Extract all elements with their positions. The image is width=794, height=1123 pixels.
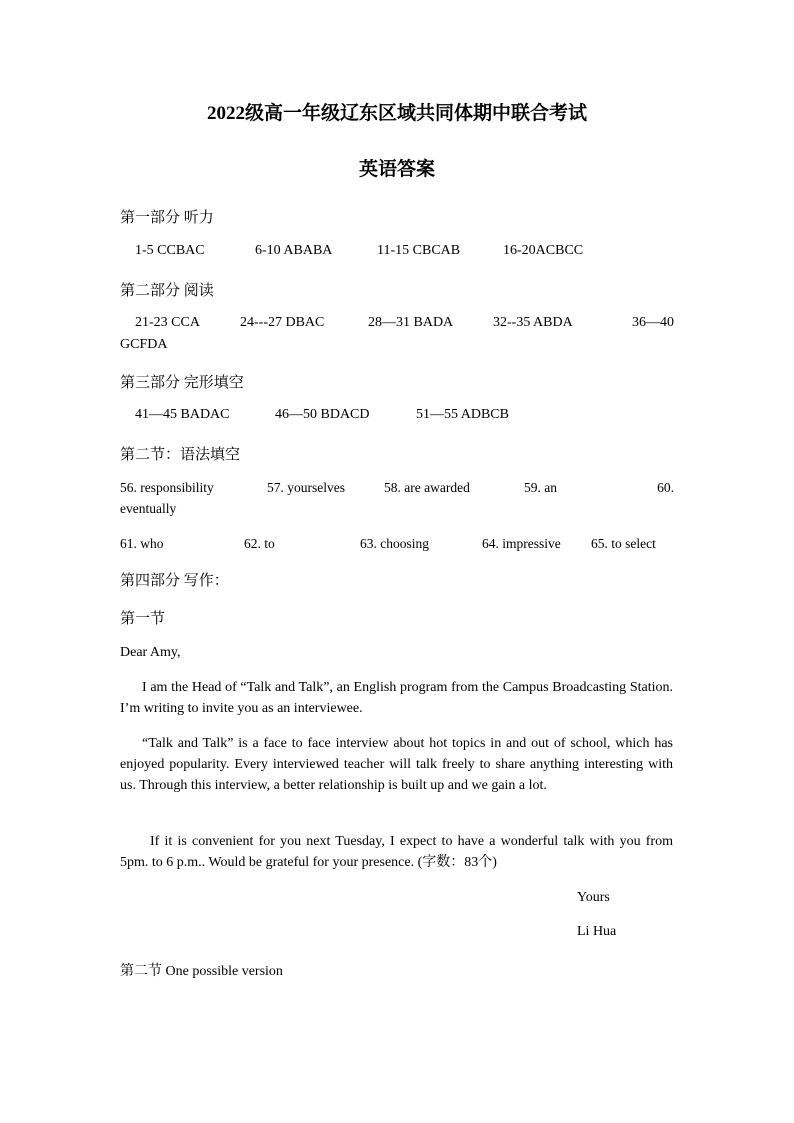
answer-group: 21-23 CCA (135, 315, 200, 330)
part1-heading: 第一部分 听力 (120, 210, 214, 226)
letter-paragraph-2: “Talk and Talk” is a face to face interview about hot topics in and out of school, which has enjoyed popularity. Every interviewed teacher will talk freely to share anything interesting with us. Through this interview, a better relationship is built up and we gain a lot. (120, 736, 673, 793)
grammar-row-1 (120, 480, 674, 502)
answer-group: 24---27 DBAC (240, 315, 325, 330)
section2-heading: 第二节 One possible version (120, 964, 283, 979)
part3-heading: 第三部分 完形填空 (120, 375, 244, 391)
grammar-answer: 65. to select (591, 536, 656, 551)
answer-group: 36—40 (632, 315, 674, 330)
grammar-row-1-wrap: eventually (120, 501, 177, 516)
grammar-heading: 第二节：语法填空 (120, 447, 241, 463)
grammar-answer: 64. impressive (482, 536, 561, 551)
part2-heading: 第二部分 阅读 (120, 283, 214, 299)
answer-group: 1-5 CCBAC (135, 243, 205, 258)
answer-group: 11-15 CBCAB (377, 243, 461, 258)
part3-answers (120, 407, 674, 429)
grammar-answer: 58. are awarded (384, 480, 470, 495)
grammar-answer: 61. who (120, 536, 164, 551)
letter-signature: Li Hua (577, 924, 617, 939)
part4-heading: 第四部分 写作： (120, 573, 229, 589)
answer-group: 28—31 BADA (368, 315, 454, 330)
grammar-answer: 57. yourselves (267, 480, 345, 495)
grammar-answer: 63. choosing (360, 536, 429, 551)
answer-group: 46—50 BDACD (275, 407, 370, 422)
answer-group: 51—55 ADBCB (416, 407, 509, 422)
exam-title: 2022级高一年级辽东区域共同体期中联合考试 (206, 103, 587, 124)
grammar-answer: 59. an (524, 480, 557, 495)
letter-paragraph-3: If it is convenient for you next Tuesday, I expect to have a wonderful talk with you from 5pm. to 6 p.m.. Would be grateful for your presence. (字数：83个) (120, 834, 673, 870)
answer-group: 6-10 ABABA (255, 243, 333, 258)
grammar-answer: 60. (657, 480, 674, 495)
part2-answers-wrap: GCFDA (120, 337, 168, 352)
part2-answers (120, 315, 674, 337)
answer-subtitle: 英语答案 (358, 159, 435, 180)
letter-closing: Yours (577, 890, 610, 905)
part1-answers (120, 243, 674, 265)
answer-group: 41—45 BADAC (135, 407, 230, 422)
letter-paragraph-1: I am the Head of “Talk and Talk”, an English program from the Campus Broadcasting Station. I’m writing to invite you as an interviewee. (120, 680, 673, 716)
section1-heading: 第一节 (120, 611, 166, 627)
letter-salutation: Dear Amy, (120, 645, 181, 660)
grammar-row-2 (120, 536, 674, 558)
grammar-answer: 56. responsibility (120, 480, 214, 495)
answer-group: 16-20ACBCC (503, 243, 584, 258)
answer-group: 32--35 ABDA (493, 315, 573, 330)
grammar-answer: 62. to (244, 536, 275, 551)
